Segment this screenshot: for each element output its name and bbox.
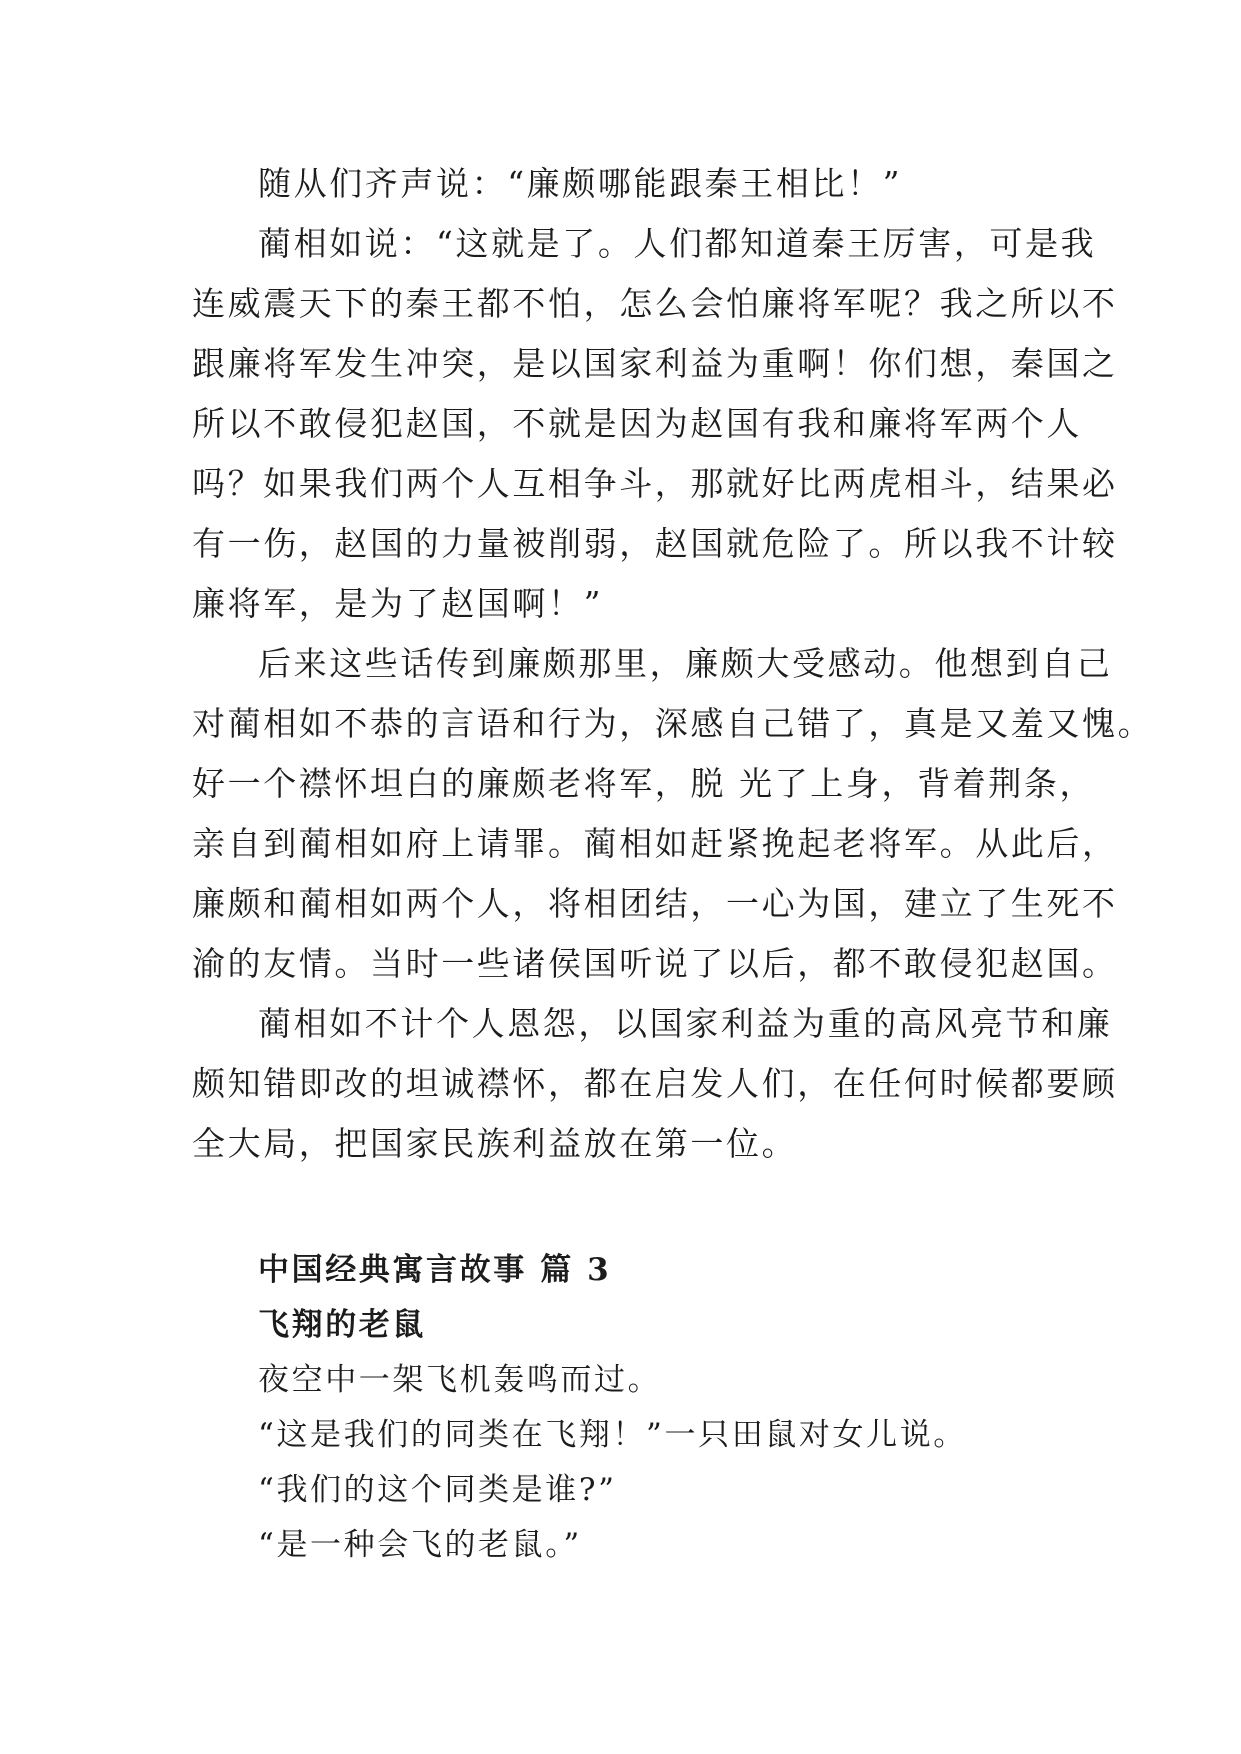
paragraph-line: 廉颇和蔺相如两个人，将相团结，一心为国，建立了生死不 xyxy=(192,884,1118,923)
paragraph-line: 颇知错即改的坦诚襟怀，都在启发人们，在任何时候都要顾 xyxy=(192,1064,1118,1103)
paragraph-line: 后来这些话传到廉颇那里，廉颇大受感动。他想到自己 xyxy=(258,644,1113,683)
story-line: “是一种会飞的老鼠。” xyxy=(258,1527,582,1563)
paragraph-line: 蔺相如说：“这就是了。人们都知道秦王厉害，可是我 xyxy=(258,224,1097,263)
paragraph-line: 随从们齐声说：“廉颇哪能跟秦王相比！” xyxy=(258,164,903,203)
paragraph-line: 连威震天下的秦王都不怕，怎么会怕廉将军呢？我之所以不 xyxy=(192,284,1118,323)
section-heading: 中国经典寓言故事 篇 3 xyxy=(258,1252,612,1288)
paragraph-line: 渝的友情。当时一些诸侯国听说了以后，都不敢侵犯赵国。 xyxy=(192,944,1118,983)
paragraph-line: 廉将军，是为了赵国啊！” xyxy=(192,584,604,623)
paragraph-line: 跟廉将军发生冲突，是以国家利益为重啊！你们想，秦国之 xyxy=(192,344,1118,383)
paragraph-line: 对蔺相如不恭的言语和行为，深感自己错了，真是又羞又愧。 xyxy=(192,704,1154,743)
paragraph-line: 所以不敢侵犯赵国，不就是因为赵国有我和廉将军两个人 xyxy=(192,404,1082,443)
story-title: 飞翔的老鼠 xyxy=(258,1307,426,1343)
paragraph-line: 有一伤，赵国的力量被削弱，赵国就危险了。所以我不计较 xyxy=(192,524,1118,563)
paragraph-line: 全大局，把国家民族利益放在第一位。 xyxy=(192,1124,798,1163)
paragraph-line: 好一个襟怀坦白的廉颇老将军，脱 光了上身，背着荆条， xyxy=(192,764,1096,803)
story-line: “这是我们的同类在飞翔！”一只田鼠对女儿说。 xyxy=(258,1417,967,1453)
story-line: “我们的这个同类是谁?” xyxy=(258,1472,617,1508)
paragraph-line: 亲自到蔺相如府上请罪。蔺相如赶紧挽起老将军。从此后， xyxy=(192,824,1118,863)
paragraph-line: 蔺相如不计个人恩怨，以国家利益为重的高风亮节和廉 xyxy=(258,1004,1113,1043)
paragraph-line: 吗？如果我们两个人互相争斗，那就好比两虎相斗，结果必 xyxy=(192,464,1118,503)
story-line: 夜空中一架飞机轰鸣而过。 xyxy=(258,1362,662,1398)
